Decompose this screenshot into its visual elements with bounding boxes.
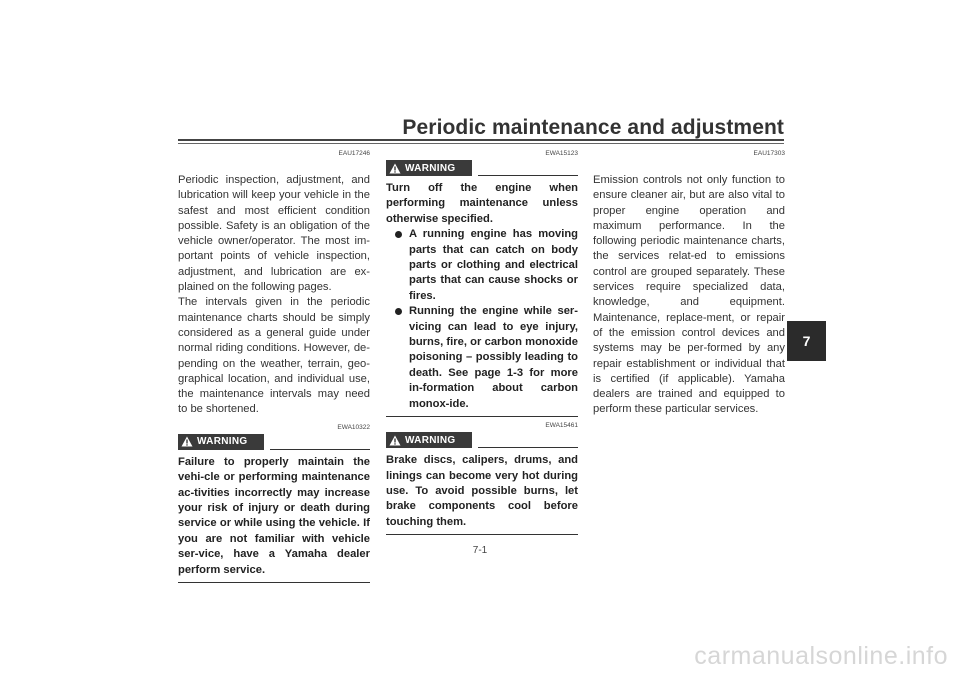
warning-badge	[178, 434, 264, 450]
warning-text: Turn off the engine when performing maintenance unless otherwise specified.	[386, 182, 578, 225]
bullet-dot-icon	[395, 308, 402, 315]
warning-code: EWA10322	[337, 423, 370, 431]
warning-rule	[478, 175, 578, 176]
warning-text: Brake discs, calipers, drums, and linings can become very hot during use. To avoid possible burns, let brake components cool before touching them.	[386, 454, 578, 528]
warning-label: WARNING	[197, 436, 248, 448]
warning-triangle-icon	[389, 435, 401, 446]
header-rule-thin	[178, 143, 784, 144]
bullet-dot-icon	[395, 231, 402, 238]
warning-header	[386, 432, 578, 450]
intro-paragraph: Periodic inspection, adjustment, and lubrication will keep your vehicle in the safest and most efficient condition possible. Safety is an obligation of the vehicle owner/operator. The most im-portant points of vehicle inspection, adjustment, and lubrication are ex-plained on the following pages.	[178, 174, 370, 294]
emission-paragraph: Emission controls not only function to ensure cleaner air, but are also vital to proper engine operation and maximum performance. In the following periodic maintenance charts, the services relat-ed to emissions control are grouped separately. These services require specialized data, knowledge, and equipment. Maintenance, replace-ment, or repair of the emission control devices and systems may be per-formed by any repair establishment or individual that is certified (if applicable). Yamaha dealers are trained and equipped to perform these particular services.	[593, 174, 785, 416]
bullet-text: Running the engine while ser-vicing can lead to eye injury, burns, fire, or carbon monoxide poisoning – possibly leading to death. See page 1-3 for more in-formation about carbon monox-ide.	[409, 305, 578, 410]
section-code: EAU17246	[338, 150, 370, 157]
list-item	[395, 227, 578, 304]
warning-bullet-list	[386, 227, 578, 412]
warning-header	[386, 160, 578, 178]
warning-end-rule	[386, 416, 578, 417]
page-title: Periodic maintenance and adjustment	[402, 116, 784, 139]
warning-label: WARNING	[405, 434, 456, 446]
page-number: 7-1	[472, 545, 488, 556]
list-item	[395, 304, 578, 412]
warning-rule	[270, 449, 370, 450]
intervals-paragraph: The intervals given in the periodic maintenance charts should be simply considered as a general guide under normal riding conditions. However, de-pending on the weather, terrain, geo-graphical location, and individual use, the maintenance intervals may need to be shortened.	[178, 296, 370, 416]
column-1	[178, 150, 370, 583]
warning-text: Failure to properly maintain the vehi-cle or performing maintenance ac-tivities incorrectly may increase your risk of injury or death during service or while using the vehicle. If you are not familiar with vehicle ser-vice, have a Yamaha dealer perform service.	[178, 455, 370, 576]
warning-label: WARNING	[405, 162, 456, 174]
bullet-text: A running engine has moving parts that can catch on body parts or clothing and electrical parts that can cause shocks or fires.	[409, 228, 578, 302]
warning-code: EWA15461	[545, 422, 578, 430]
warning-end-rule	[386, 534, 578, 535]
section-code: EAU17303	[753, 150, 785, 157]
watermark: carmanualsonline.info	[694, 642, 948, 670]
warning-end-rule	[178, 582, 370, 583]
warning-code: EWA15123	[545, 150, 578, 157]
warning-triangle-icon	[389, 163, 401, 174]
column-3	[593, 150, 785, 418]
warning-badge	[386, 432, 472, 448]
warning-triangle-icon	[181, 436, 193, 447]
warning-rule	[478, 447, 578, 448]
warning-badge	[386, 160, 472, 176]
column-2	[386, 150, 578, 535]
warning-header	[178, 434, 370, 452]
header-rule-thick	[178, 139, 784, 141]
chapter-tab: 7	[787, 321, 826, 361]
